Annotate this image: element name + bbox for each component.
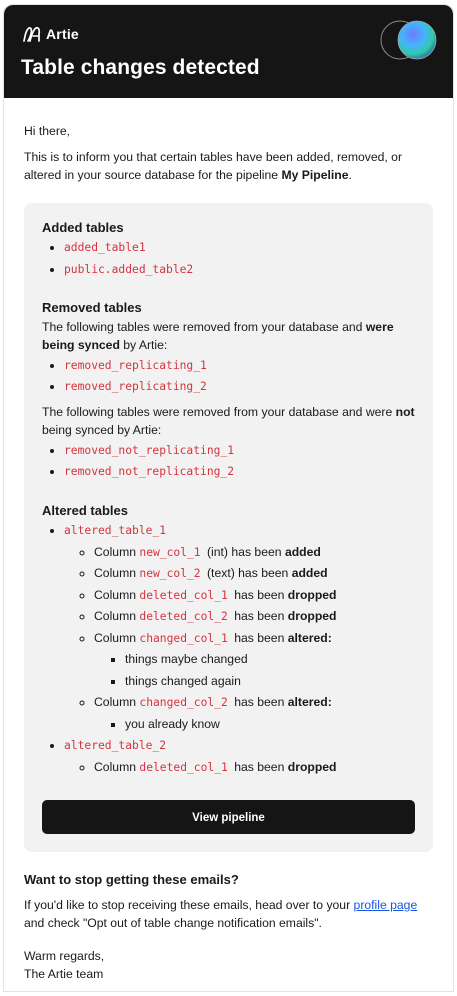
removed-synced-list [42, 355, 415, 398]
col-word: Column [94, 695, 136, 709]
has-been: has been [234, 609, 285, 623]
unsub-before: If you'd like to stop receiving these emails, head over to your [24, 897, 354, 912]
profile-page-link[interactable]: profile page [353, 897, 418, 912]
table-name: public.added_table2 [64, 262, 194, 276]
list-item [64, 259, 415, 281]
changes-panel [24, 203, 433, 853]
change-notes-list [94, 649, 415, 692]
intro-text [24, 148, 433, 185]
column-type: (int) [207, 544, 228, 559]
intro-before: This is to inform you that certain tables have been added, removed, or altered in your source database for the pipeline [24, 149, 403, 182]
removed-not-synced-list [42, 440, 415, 483]
column-name: changed_col_2 [139, 696, 228, 709]
desc-text: being synced by Artie: [42, 423, 162, 437]
list-item [64, 355, 415, 377]
column-change [94, 563, 415, 585]
column-changes-list [64, 542, 415, 736]
change-action: altered: [287, 630, 332, 645]
column-change [94, 542, 415, 564]
signoff-team: The Artie team [24, 967, 104, 981]
table-name: removed_not_replicating_1 [64, 443, 235, 457]
desc-bold: were being synced [42, 319, 394, 352]
list-item [64, 237, 415, 259]
change-note: ▪ things maybe changed [125, 649, 415, 671]
desc-text: The following tables were removed from your database and were [42, 404, 396, 419]
table-name: removed_replicating_2 [64, 380, 207, 393]
column-name: changed_col_1 [139, 631, 228, 645]
view-pipeline-button[interactable]: View pipeline [42, 800, 415, 834]
list-item [64, 461, 415, 483]
brand-name: Artie [46, 26, 79, 42]
has-been: has been [238, 566, 289, 580]
altered-tables-list [42, 520, 415, 778]
column-name: deleted_col_2 [139, 610, 228, 623]
table-name: added_table1 [64, 241, 146, 254]
added-tables-heading: Added tables [42, 219, 124, 235]
email-body [4, 98, 453, 984]
change-note: ▪ you already know [125, 714, 415, 736]
column-name: new_col_2 [139, 567, 201, 580]
page-title: Table changes detected [21, 56, 260, 79]
removed-synced-desc [42, 318, 415, 355]
change-action: dropped [287, 759, 337, 774]
column-change [94, 585, 415, 607]
col-word: Column [94, 609, 136, 623]
added-tables-list [42, 237, 415, 280]
column-name: deleted_col_1 [139, 760, 228, 774]
list-item [64, 440, 415, 462]
col-word: Column [94, 630, 136, 645]
email-container [3, 4, 454, 992]
altered-tables-heading: Altered tables [42, 502, 128, 518]
email-header [4, 5, 453, 98]
col-word: Column [94, 544, 136, 559]
change-action: dropped [287, 587, 337, 602]
artie-logo-icon [22, 26, 42, 42]
table-name: altered_table_1 [64, 524, 167, 537]
removed-not-synced-desc [42, 403, 415, 440]
brand [22, 26, 79, 42]
column-change [94, 757, 415, 779]
table-name: removed_replicating_1 [64, 358, 207, 372]
removed-tables-heading: Removed tables [42, 300, 142, 315]
column-change [94, 692, 415, 735]
has-been: has been [234, 630, 285, 645]
col-word: Column [94, 759, 136, 774]
change-action: added [291, 566, 328, 580]
change-note: ▪ things changed again [125, 671, 415, 693]
has-been: has been [234, 587, 285, 602]
intro-after: . [348, 168, 352, 182]
unsub-after: and check "Opt out of table change notification emails". [24, 916, 322, 930]
column-name: deleted_col_1 [139, 588, 228, 602]
has-been: has been [234, 759, 285, 774]
col-word: Column [94, 587, 136, 602]
list-item [64, 520, 415, 735]
column-name: new_col_1 [139, 545, 201, 559]
table-name: removed_not_replicating_2 [64, 465, 235, 478]
column-type: (text) [207, 566, 235, 580]
signoff-regards: Warm regards, [24, 948, 105, 963]
desc-text: The following tables were removed from your database and [42, 319, 366, 334]
column-change [94, 606, 415, 628]
change-action: added [284, 544, 321, 559]
has-been: has been [234, 695, 285, 709]
desc-bold: not [395, 404, 415, 419]
has-been: has been [231, 544, 282, 559]
unsubscribe-heading: Want to stop getting these emails? [24, 872, 239, 887]
unsubscribe-text [24, 896, 433, 933]
change-action: altered: [287, 695, 332, 709]
change-notes-list [94, 714, 415, 736]
change-action: dropped [287, 609, 337, 623]
column-change [94, 628, 415, 693]
desc-text: by Artie: [119, 338, 168, 352]
greeting: Hi there, [24, 124, 71, 138]
table-name: altered_table_2 [64, 739, 167, 752]
gradient-orb-icon [379, 17, 439, 63]
pipeline-name: My Pipeline [281, 168, 349, 182]
col-word: Column [94, 566, 136, 580]
list-item [64, 735, 415, 778]
column-changes-list [64, 757, 415, 779]
list-item [64, 376, 415, 398]
